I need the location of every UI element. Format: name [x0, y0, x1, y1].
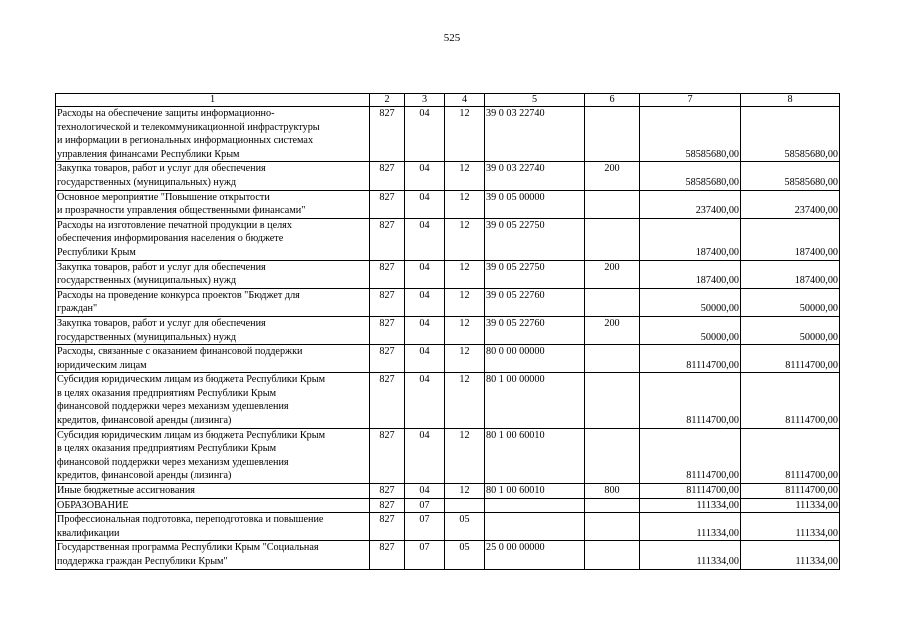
amount-col7: 187400,00 — [640, 218, 741, 260]
amount-col7: 81114700,00 — [640, 373, 741, 428]
target-article-code — [485, 513, 585, 541]
table-row — [56, 428, 840, 483]
row-name-line: Закупка товаров, работ и услуг для обеспечения — [57, 317, 266, 329]
section-code: 04 — [405, 107, 445, 162]
column-header: 1 — [56, 94, 370, 107]
section-code: 04 — [405, 218, 445, 260]
row-name-line: Иные бюджетные ассигнования — [57, 485, 195, 497]
target-article-code: 39 0 05 22760 — [485, 316, 585, 344]
row-name-line: юридическим лицам — [57, 359, 147, 371]
subsection-code: 12 — [445, 428, 485, 483]
amount-col8: 187400,00 — [741, 218, 840, 260]
table-row — [56, 484, 840, 499]
row-name-line: Расходы на обеспечение защиты информационно- — [57, 108, 275, 119]
ministry-code: 827 — [370, 316, 405, 344]
target-article-code: 80 1 00 60010 — [485, 484, 585, 499]
row-name-line: и информации в региональных информационных системах — [57, 135, 314, 147]
column-header: 5 — [485, 94, 585, 107]
page-number: 525 — [443, 32, 461, 44]
subsection-code: 05 — [445, 513, 485, 541]
row-name-line: финансовой поддержки через механизм удешевления — [57, 456, 289, 468]
subsection-code: 12 — [445, 345, 485, 373]
table-row — [56, 513, 840, 541]
row-name — [56, 498, 370, 513]
budget-table — [55, 93, 840, 570]
section-code: 04 — [405, 316, 445, 344]
row-name — [56, 107, 370, 162]
amount-col7: 81114700,00 — [640, 428, 741, 483]
ministry-code: 827 — [370, 162, 405, 190]
amount-col8: 111334,00 — [741, 498, 840, 513]
subsection-code: 12 — [445, 218, 485, 260]
column-header: 6 — [585, 94, 640, 107]
row-name — [56, 316, 370, 344]
row-name-line: обеспечения информирования населения о бюджете — [57, 233, 284, 245]
expense-type-code — [585, 428, 640, 483]
ministry-code: 827 — [370, 541, 405, 569]
table-row — [56, 373, 840, 428]
column-header: 8 — [741, 94, 840, 107]
amount-col8: 81114700,00 — [741, 345, 840, 373]
subsection-code: 12 — [445, 190, 485, 218]
subsection-code: 12 — [445, 107, 485, 162]
target-article-code: 39 0 05 00000 — [485, 190, 585, 218]
amount-col7: 111334,00 — [640, 541, 741, 569]
amount-col7: 81114700,00 — [640, 484, 741, 499]
row-name-line: и прозрачности управления общественными финансами" — [57, 205, 306, 217]
expense-type-code — [585, 345, 640, 373]
row-name-line: управления финансами Республики Крым — [57, 148, 240, 160]
expense-type-code — [585, 541, 640, 569]
ministry-code: 827 — [370, 428, 405, 483]
row-name-line: поддержка граждан Республики Крым" — [57, 556, 228, 567]
expense-type-code — [585, 288, 640, 316]
row-name-line: технологической и телекоммуникационной инфраструктуры — [57, 121, 320, 133]
row-name-line: Профессиональная подготовка, переподготовка и повышение — [57, 514, 324, 526]
subsection-code — [445, 498, 485, 513]
table-row — [56, 316, 840, 344]
amount-col8: 50000,00 — [741, 288, 840, 316]
amount-col7: 111334,00 — [640, 498, 741, 513]
section-code: 04 — [405, 345, 445, 373]
target-article-code: 25 0 00 00000 — [485, 541, 585, 569]
row-name — [56, 162, 370, 190]
ministry-code: 827 — [370, 288, 405, 316]
row-name-line: граждан" — [57, 303, 98, 315]
row-name-line: ОБРАЗОВАНИЕ — [57, 499, 129, 511]
subsection-code: 12 — [445, 484, 485, 499]
target-article-code: 39 0 05 22760 — [485, 288, 585, 316]
section-code: 04 — [405, 190, 445, 218]
row-name — [56, 190, 370, 218]
amount-col8: 237400,00 — [741, 190, 840, 218]
section-code: 04 — [405, 484, 445, 499]
row-name-line: финансовой поддержки через механизм удешевления — [57, 401, 289, 413]
row-name-line: Субсидия юридическим лицам из бюджета Республики Крым — [57, 374, 326, 386]
section-code: 04 — [405, 373, 445, 428]
row-name-line: Закупка товаров, работ и услуг для обеспечения — [57, 163, 266, 175]
column-number-row — [56, 94, 840, 107]
row-name-line: государственных (муниципальных) нужд — [57, 331, 237, 343]
table-row — [56, 190, 840, 218]
target-article-code — [485, 498, 585, 513]
table-row — [56, 288, 840, 316]
expense-type-code: 800 — [585, 484, 640, 499]
subsection-code: 12 — [445, 373, 485, 428]
amount-col7: 58585680,00 — [640, 107, 741, 162]
amount-col7: 111334,00 — [640, 513, 741, 541]
row-name — [56, 373, 370, 428]
table-row — [56, 541, 840, 569]
row-name-line: Республики Крым — [57, 246, 136, 258]
ministry-code: 827 — [370, 498, 405, 513]
row-name-line: государственных (муниципальных) нужд — [57, 275, 237, 287]
section-code: 07 — [405, 498, 445, 513]
target-article-code: 80 0 00 00000 — [485, 345, 585, 373]
table-row — [56, 260, 840, 288]
expense-type-code — [585, 373, 640, 428]
section-code: 07 — [405, 513, 445, 541]
table-row — [56, 218, 840, 260]
target-article-code: 39 0 05 22750 — [485, 218, 585, 260]
target-article-code: 39 0 03 22740 — [485, 162, 585, 190]
row-name-line: Расходы на проведение конкурса проектов "Бюджет для — [57, 289, 300, 301]
ministry-code: 827 — [370, 373, 405, 428]
target-article-code: 80 1 00 00000 — [485, 373, 585, 428]
amount-col8: 58585680,00 — [741, 162, 840, 190]
row-name — [56, 541, 370, 569]
amount-col7: 50000,00 — [640, 288, 741, 316]
table-row — [56, 107, 840, 162]
column-header: 7 — [640, 94, 741, 107]
row-name — [56, 218, 370, 260]
section-code: 07 — [405, 541, 445, 569]
amount-col8: 81114700,00 — [741, 484, 840, 499]
subsection-code: 12 — [445, 288, 485, 316]
section-code: 04 — [405, 428, 445, 483]
section-code: 04 — [405, 288, 445, 316]
section-code: 04 — [405, 162, 445, 190]
amount-col7: 81114700,00 — [640, 345, 741, 373]
row-name — [56, 428, 370, 483]
subsection-code: 12 — [445, 316, 485, 344]
ministry-code: 827 — [370, 218, 405, 260]
row-name — [56, 260, 370, 288]
expense-type-code: 200 — [585, 162, 640, 190]
amount-col8: 81114700,00 — [741, 373, 840, 428]
subsection-code: 05 — [445, 541, 485, 569]
row-name-line: в целях оказания предприятиям Республики Крым — [57, 387, 277, 399]
amount-col7: 50000,00 — [640, 316, 741, 344]
amount-col8: 58585680,00 — [741, 107, 840, 162]
row-name-line: в целях оказания предприятиям Республики Крым — [57, 443, 277, 455]
row-name-line: кредитов, финансовой аренды (лизинга) — [57, 415, 232, 427]
row-name — [56, 345, 370, 373]
amount-col8: 187400,00 — [741, 260, 840, 288]
amount-col8: 50000,00 — [741, 316, 840, 344]
row-name — [56, 484, 370, 499]
column-header: 2 — [370, 94, 405, 107]
expense-type-code — [585, 218, 640, 260]
expense-type-code — [585, 190, 640, 218]
expense-type-code: 200 — [585, 316, 640, 344]
amount-col8: 111334,00 — [741, 541, 840, 569]
amount-col7: 58585680,00 — [640, 162, 741, 190]
row-name-line: Государственная программа Республики Крым "Социальная — [57, 542, 319, 554]
target-article-code: 39 0 03 22740 — [485, 107, 585, 162]
table-row — [56, 498, 840, 513]
column-header: 4 — [445, 94, 485, 107]
ministry-code: 827 — [370, 345, 405, 373]
table-row — [56, 345, 840, 373]
amount-col7: 237400,00 — [640, 190, 741, 218]
row-name-line: Расходы, связанные с оказанием финансовой поддержки — [57, 346, 303, 358]
ministry-code: 827 — [370, 190, 405, 218]
row-name-line: Расходы на изготовление печатной продукции в целях — [57, 219, 292, 231]
expense-type-code — [585, 498, 640, 513]
ministry-code: 827 — [370, 513, 405, 541]
amount-col8: 81114700,00 — [741, 428, 840, 483]
expense-type-code: 200 — [585, 260, 640, 288]
row-name-line: Основное мероприятие "Повышение открытости — [57, 191, 270, 203]
row-name-line: Субсидия юридическим лицам из бюджета Республики Крым — [57, 429, 326, 441]
row-name-line: кредитов, финансовой аренды (лизинга) — [57, 470, 232, 482]
column-header: 3 — [405, 94, 445, 107]
row-name-line: квалификации — [57, 527, 120, 539]
section-code: 04 — [405, 260, 445, 288]
expense-type-code — [585, 107, 640, 162]
row-name-line: Закупка товаров, работ и услуг для обеспечения — [57, 261, 266, 273]
target-article-code: 39 0 05 22750 — [485, 260, 585, 288]
ministry-code: 827 — [370, 484, 405, 499]
subsection-code: 12 — [445, 162, 485, 190]
row-name-line: государственных (муниципальных) нужд — [57, 176, 237, 188]
ministry-code: 827 — [370, 260, 405, 288]
table-row — [56, 162, 840, 190]
ministry-code: 827 — [370, 107, 405, 162]
amount-col8: 111334,00 — [741, 513, 840, 541]
amount-col7: 187400,00 — [640, 260, 741, 288]
row-name — [56, 288, 370, 316]
row-name — [56, 513, 370, 541]
target-article-code: 80 1 00 60010 — [485, 428, 585, 483]
subsection-code: 12 — [445, 260, 485, 288]
expense-type-code — [585, 513, 640, 541]
